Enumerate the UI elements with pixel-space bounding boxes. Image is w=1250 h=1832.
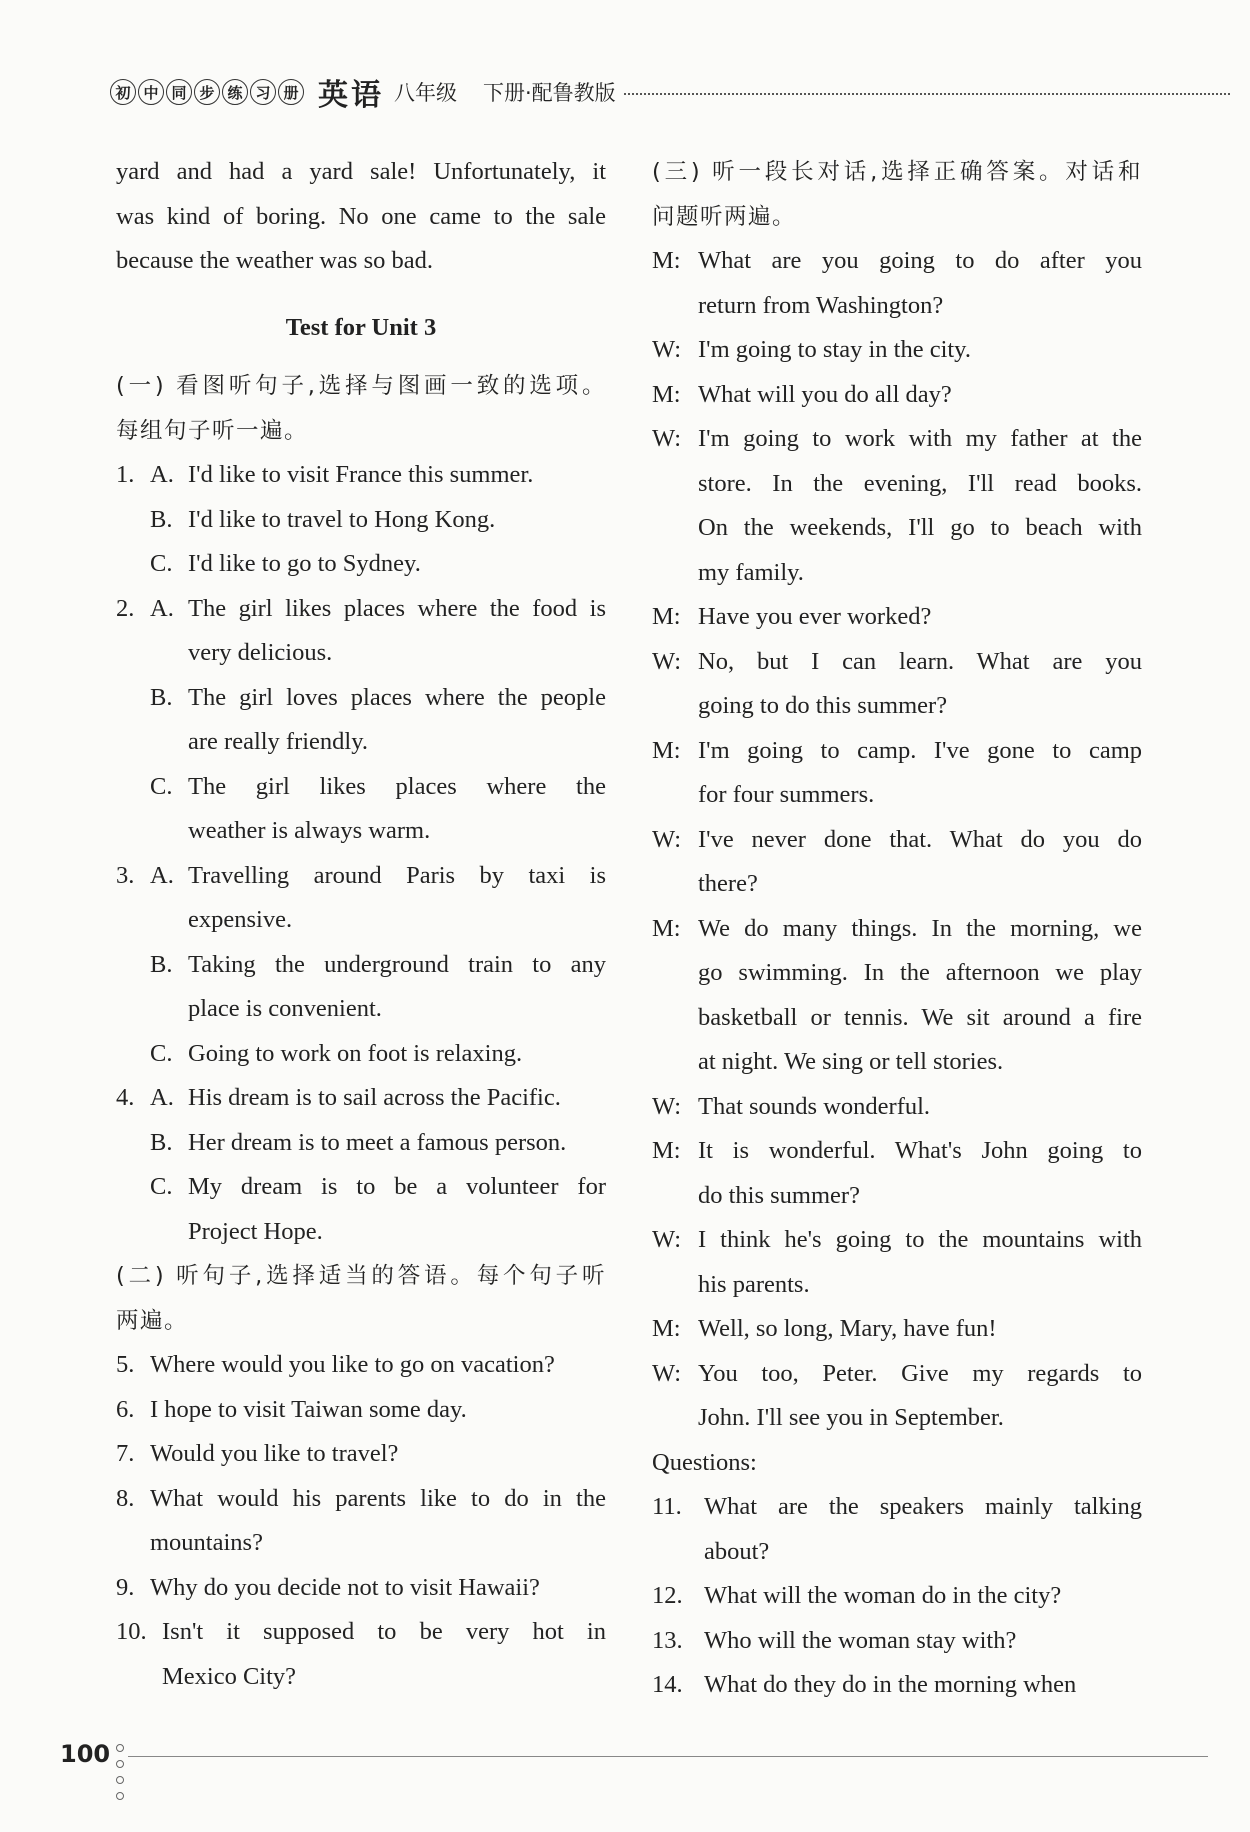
option-b-cont: place is convenient. (188, 995, 382, 1022)
dialogue-turn (652, 328, 1142, 373)
section-1-instruction: (一) 看图听句子,选择与图画一致的选项。 (116, 373, 606, 399)
speaker-label: M: (652, 603, 681, 630)
question-12 (652, 1574, 1142, 1619)
questions-label: Questions: (652, 1448, 757, 1476)
section-2-instruction: (二) 听句子,选择适当的答语。每个句子听 (116, 1263, 606, 1289)
option-a: I'd like to visit France this summer. (188, 461, 534, 488)
question-number: 14. (652, 1671, 683, 1698)
speaker-label: M: (652, 1137, 681, 1164)
question-text: Why do you decide not to visit Hawaii? (150, 1573, 540, 1601)
dialogue-line: I've never done that. What do you do (698, 825, 1142, 853)
question-text: about? (704, 1537, 770, 1565)
option-c: Going to work on foot is relaxing. (188, 1039, 523, 1067)
dialogue-turn (652, 595, 1142, 640)
dialogue-line: at night. We sing or tell stories. (698, 1048, 1004, 1075)
option-a-cont: expensive. (188, 906, 293, 933)
question-9: 9. Why do you decide not to visit Hawaii? (116, 1566, 606, 1611)
dialogue-line: Have you ever worked? (698, 603, 932, 630)
question-7: 7. Would you like to travel? (116, 1432, 606, 1477)
dialogue-turn (652, 1307, 1142, 1352)
dialogue-turn (652, 640, 1142, 729)
series-title (110, 79, 304, 105)
header-dotted-rule (624, 89, 1230, 95)
dialogue-line: basketball or tennis. We sit around a fire (698, 1003, 1142, 1031)
speaker-label: W: (652, 825, 682, 853)
question-text: Who will the woman stay with? (704, 1626, 1017, 1654)
option-a: His dream is to sail across the Pacific. (188, 1084, 561, 1111)
speaker-label: M: (652, 914, 681, 942)
question-13 (652, 1619, 1142, 1664)
question-text: mountains? (150, 1529, 263, 1556)
section-3-instruction: (三) 听一段长对话,选择正确答案。对话和 (652, 159, 1142, 185)
dialogue-line: his parents. (698, 1270, 810, 1298)
question-8: 8. What would his parents like to do in the (116, 1477, 606, 1522)
section-2-instruction: 两遍。 (116, 1307, 189, 1334)
question-8-cont (116, 1521, 606, 1566)
question-text: Where would you like to go on vacation? (150, 1351, 555, 1378)
dialogue-turn (652, 729, 1142, 818)
dialogue-turn (652, 373, 1142, 418)
question-number: 13. (652, 1626, 683, 1654)
dialogue-line: No, but I can learn. What are you (698, 647, 1142, 675)
dialogue-line: What are you going to do after you (698, 247, 1142, 274)
dialogue (652, 239, 1142, 1441)
speaker-label: W: (652, 1092, 682, 1120)
dialogue-line: I think he's going to the mountains with (698, 1226, 1142, 1253)
speaker-label: M: (652, 380, 681, 408)
question-text: What will the woman do in the city? (704, 1582, 1062, 1609)
dialogue-line: Well, so long, Mary, have fun! (698, 1315, 997, 1342)
dialogue-turn (652, 818, 1142, 907)
dialogue-turn (652, 1352, 1142, 1441)
question-number: 3. (116, 861, 135, 889)
question-number: 12. (652, 1582, 683, 1609)
dialogue-turn (652, 417, 1142, 595)
dialogue-line: there? (698, 870, 758, 897)
dialogue-line: go swimming. In the afternoon we play (698, 959, 1142, 986)
dialogue-line: my family. (698, 558, 804, 586)
grade-label: 八年级 (394, 81, 457, 105)
speaker-label: W: (652, 336, 682, 363)
series-char: 册 (278, 79, 304, 105)
right-column (652, 150, 1142, 1708)
option-c: My dream is to be a volunteer for (188, 1173, 606, 1200)
intro-line: was kind of boring. No one came to the sale (116, 202, 606, 230)
speaker-label: M: (652, 736, 681, 764)
dialogue-line: We do many things. In the morning, we (698, 914, 1142, 942)
option-c: The girl likes places where the (188, 772, 606, 800)
speaker-label: M: (652, 1315, 681, 1342)
intro-line: yard and had a yard sale! Unfortunately, it (116, 158, 606, 185)
series-char: 同 (166, 79, 192, 105)
dialogue-line: John. I'll see you in September. (698, 1404, 1004, 1431)
dialogue-line: That sounds wonderful. (698, 1092, 931, 1120)
dialogue-line: I'm going to stay in the city. (698, 336, 971, 363)
series-char: 初 (110, 79, 136, 105)
question-11 (652, 1485, 1142, 1574)
question-10: 10. Isn't it supposed to be very hot in (116, 1610, 606, 1655)
dialogue-turn (652, 239, 1142, 328)
option-b: Taking the underground train to any (188, 950, 606, 978)
dialogue-turn (652, 1129, 1142, 1218)
question-number: 4. (116, 1084, 135, 1111)
dialogue-line: do this summer? (698, 1181, 860, 1209)
dialogue-turn (652, 1085, 1142, 1130)
dialogue-line: On the weekends, I'll go to beach with (698, 514, 1142, 541)
question-text: Isn't it supposed to be very hot in (162, 1618, 606, 1645)
option-a-cont: very delicious. (188, 639, 333, 666)
question-3: 3. A. Travelling around Paris by taxi is expensive. B. Taking the underground train to any place is convenient. C. Going to work on foot is relaxing. (116, 854, 606, 1077)
option-b: The girl loves places where the people (188, 683, 606, 711)
option-b: I'd like to travel to Hong Kong. (188, 505, 496, 533)
speaker-label: W: (652, 1359, 682, 1387)
question-text: I hope to visit Taiwan some day. (150, 1395, 467, 1423)
section-1-instruction: 每组句子听一遍。 (116, 417, 309, 444)
dialogue-line: going to do this summer? (698, 692, 948, 719)
footer-decoration (116, 1744, 124, 1800)
left-column (116, 150, 606, 1699)
option-a: Travelling around Paris by taxi is (188, 861, 606, 889)
question-10-cont (116, 1655, 606, 1700)
dialogue-line: I'm going to camp. I've gone to camp (698, 736, 1142, 764)
dialogue-line: I'm going to work with my father at the (698, 425, 1142, 452)
question-6: 6. I hope to visit Taiwan some day. (116, 1388, 606, 1433)
question-text: Would you like to travel? (150, 1440, 399, 1467)
subject-title: 英语 (318, 78, 384, 113)
speaker-label: W: (652, 425, 682, 452)
question-number: 2. (116, 594, 135, 622)
intro-line: because the weather was so bad. (116, 247, 434, 274)
question-number: 1. (116, 461, 135, 488)
question-text: Mexico City? (162, 1662, 297, 1690)
question-14 (652, 1663, 1142, 1708)
dialogue-turn (652, 907, 1142, 1085)
option-b-cont: are really friendly. (188, 728, 369, 755)
questions-list (652, 1485, 1142, 1708)
dialogue-line: What will you do all day? (698, 380, 952, 408)
question-4: 4. A. His dream is to sail across the Pacific. B. Her dream is to meet a famous person. C. My dream is to be a volunteer for Project Hope. (116, 1076, 606, 1254)
option-b: Her dream is to meet a famous person. (188, 1128, 567, 1156)
question-text: What would his parents like to do in the (150, 1484, 606, 1512)
speaker-label: W: (652, 647, 682, 675)
dialogue-line: return from Washington? (698, 291, 944, 319)
dialogue-line: It is wonderful. What's John going to (698, 1137, 1142, 1164)
series-char: 步 (194, 79, 220, 105)
speaker-label: W: (652, 1226, 682, 1253)
dialogue-line: for four summers. (698, 781, 875, 808)
option-c-cont: weather is always warm. (188, 817, 431, 844)
series-char: 习 (250, 79, 276, 105)
test-title: Test for Unit 3 (285, 313, 437, 341)
question-1: 1. A. I'd like to visit France this summer. B. I'd like to travel to Hong Kong. C. I'd like to go to Sydney. (116, 453, 606, 587)
option-c: I'd like to go to Sydney. (188, 550, 421, 577)
footer-rule (128, 1756, 1208, 1757)
dialogue-line: You too, Peter. Give my regards to (698, 1359, 1142, 1387)
question-text: What are the speakers mainly talking (704, 1493, 1142, 1520)
dialogue-turn (652, 1218, 1142, 1307)
section-3-instruction: 问题听两遍。 (652, 203, 797, 230)
series-char: 练 (222, 79, 248, 105)
dialogue-line: store. In the evening, I'll read books. (698, 469, 1142, 497)
edition-label: 下册·配鲁教版 (483, 81, 616, 105)
page-number: 100 (60, 1740, 111, 1768)
speaker-label: M: (652, 247, 681, 274)
question-text: What do they do in the morning when (704, 1671, 1077, 1698)
option-a: The girl likes places where the food is (188, 594, 606, 622)
question-2: 2. A. The girl likes places where the food is very delicious. B. The girl loves places where the people are really friendly. C. The girl likes places where the weather is always warm. (116, 587, 606, 854)
page-header (110, 72, 1230, 112)
option-c-cont: Project Hope. (188, 1217, 323, 1245)
series-char: 中 (138, 79, 164, 105)
question-5: 5. Where would you like to go on vacation? (116, 1343, 606, 1388)
question-number: 11. (652, 1493, 682, 1520)
